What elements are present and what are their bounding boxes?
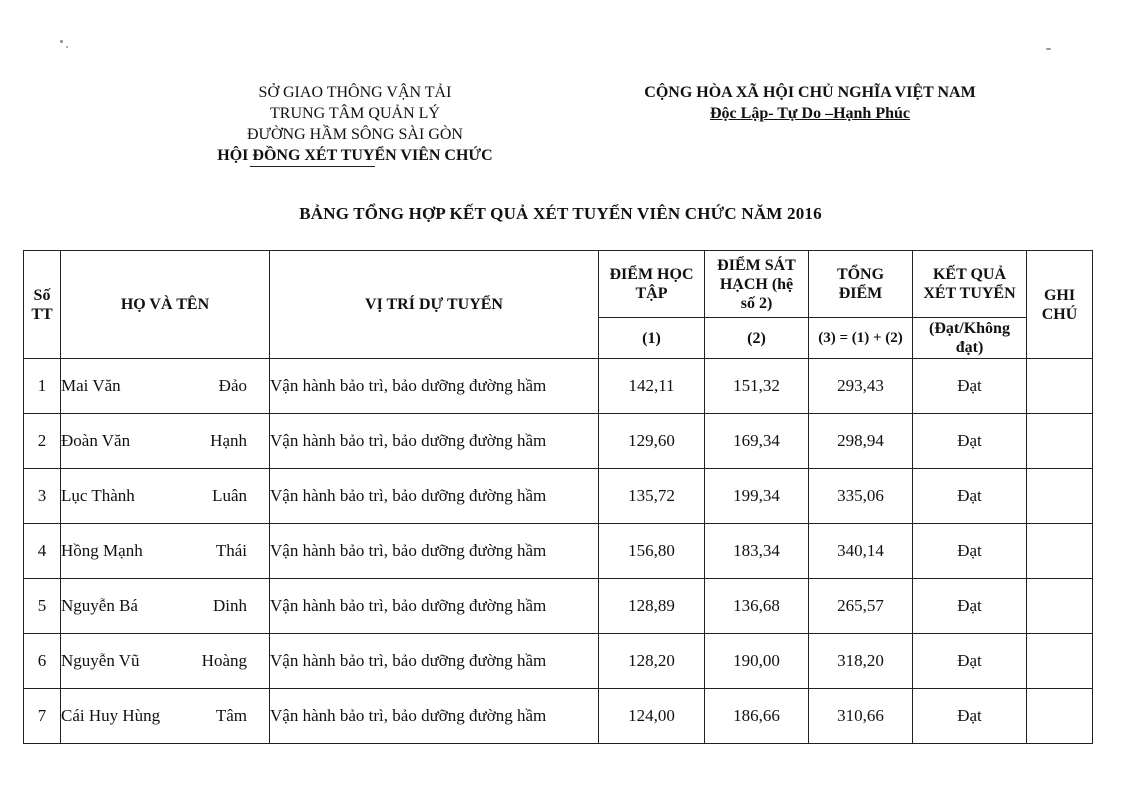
surname: Nguyễn Bá (61, 596, 138, 615)
full-name (61, 414, 270, 469)
study-score: 128,20 (599, 634, 705, 689)
table-row (24, 524, 1093, 579)
row-number: 5 (24, 579, 61, 634)
full-name (61, 524, 270, 579)
agency-line-3: ĐƯỜNG HẦM SÔNG SÀI GÒN (247, 126, 463, 143)
exam-subheader: (2) (705, 318, 809, 359)
document-title: BẢNG TỔNG HỢP KẾT QUẢ XÉT TUYỂN VIÊN CHỨC NĂM 2016 (299, 204, 822, 223)
surname: Hồng Mạnh (61, 541, 143, 560)
result: Đạt (913, 414, 1027, 469)
scan-speck (60, 40, 63, 43)
study-score: 128,89 (599, 579, 705, 634)
row-number: 7 (24, 689, 61, 744)
national-motto-header (600, 82, 1020, 124)
header-row (24, 251, 1093, 318)
surname: Mai Văn (61, 376, 121, 395)
national-motto: Độc Lập- Tự Do –Hạnh Phúc (709, 105, 910, 122)
row-number: 6 (24, 634, 61, 689)
result: Đạt (913, 634, 1027, 689)
study-score-header: ĐIỂM HỌC TẬP (599, 251, 705, 318)
country-name: CỘNG HÒA XÃ HỘI CHỦ NGHĨA VIỆT NAM (644, 84, 976, 101)
agency-line-2: TRUNG TÂM QUẢN LÝ (270, 105, 440, 122)
position: Vận hành bảo trì, bảo dưỡng đường hầm (270, 579, 599, 634)
study-score: 124,00 (599, 689, 705, 744)
table-row (24, 689, 1093, 744)
result-header: KẾT QUẢ XÉT TUYỂN (913, 251, 1027, 318)
agency-line-1: SỞ GIAO THÔNG VẬN TẢI (258, 84, 452, 101)
note (1027, 634, 1093, 689)
note-header: GHI CHÚ (1027, 251, 1093, 359)
note (1027, 579, 1093, 634)
agency-divider (250, 166, 375, 167)
total-subheader: (3) = (1) + (2) (809, 318, 913, 359)
full-name (61, 689, 270, 744)
result: Đạt (913, 689, 1027, 744)
note (1027, 469, 1093, 524)
total-score: 298,94 (809, 414, 913, 469)
surname: Lục Thành (61, 486, 135, 505)
table-row (24, 634, 1093, 689)
full-name (61, 634, 270, 689)
row-number: 4 (24, 524, 61, 579)
exam-score: 190,00 (705, 634, 809, 689)
position: Vận hành bảo trì, bảo dưỡng đường hầm (270, 689, 599, 744)
study-subheader: (1) (599, 318, 705, 359)
total-score: 318,20 (809, 634, 913, 689)
surname: Cái Huy Hùng (61, 706, 161, 725)
position: Vận hành bảo trì, bảo dưỡng đường hầm (270, 634, 599, 689)
name-header: HỌ VÀ TÊN (61, 251, 270, 359)
total-score: 340,14 (809, 524, 913, 579)
total-score: 335,06 (809, 469, 913, 524)
table-row (24, 469, 1093, 524)
given-name: Hạnh (210, 431, 247, 450)
position: Vận hành bảo trì, bảo dưỡng đường hầm (270, 414, 599, 469)
total-score: 265,57 (809, 579, 913, 634)
position-header: VỊ TRÍ DỰ TUYỂN (270, 251, 599, 359)
total-score: 310,66 (809, 689, 913, 744)
note (1027, 689, 1093, 744)
study-score: 129,60 (599, 414, 705, 469)
exam-score: 136,68 (705, 579, 809, 634)
position: Vận hành bảo trì, bảo dưỡng đường hầm (270, 359, 599, 414)
table-row (24, 359, 1093, 414)
given-name: Luân (212, 486, 247, 505)
given-name: Dinh (213, 596, 247, 615)
exam-score: 151,32 (705, 359, 809, 414)
given-name: Hoàng (201, 651, 247, 670)
exam-score: 199,34 (705, 469, 809, 524)
full-name (61, 469, 270, 524)
total-score-header: TỔNG ĐIỂM (809, 251, 913, 318)
result: Đạt (913, 359, 1027, 414)
scan-speck (66, 46, 68, 48)
result: Đạt (913, 524, 1027, 579)
position: Vận hành bảo trì, bảo dưỡng đường hầm (270, 524, 599, 579)
scan-speck (1046, 48, 1051, 50)
total-score: 293,43 (809, 359, 913, 414)
row-number: 1 (24, 359, 61, 414)
surname: Nguyễn Vũ (61, 651, 140, 670)
table-row (24, 579, 1093, 634)
given-name: Tâm (215, 706, 247, 725)
stt-header: Số TT (24, 251, 61, 359)
exam-score: 186,66 (705, 689, 809, 744)
table-row (24, 414, 1093, 469)
issuing-agency-header (180, 82, 530, 166)
study-score: 142,11 (599, 359, 705, 414)
row-number: 3 (24, 469, 61, 524)
result-subheader: (Đạt/Không đạt) (913, 318, 1027, 359)
results-table (23, 250, 1093, 744)
council-name: HỘI ĐỒNG XÉT TUYỂN VIÊN CHỨC (217, 147, 493, 164)
result: Đạt (913, 469, 1027, 524)
given-name: Đảo (218, 376, 247, 395)
surname: Đoàn Văn (61, 431, 131, 450)
study-score: 156,80 (599, 524, 705, 579)
note (1027, 524, 1093, 579)
exam-score: 169,34 (705, 414, 809, 469)
row-number: 2 (24, 414, 61, 469)
study-score: 135,72 (599, 469, 705, 524)
note (1027, 414, 1093, 469)
result: Đạt (913, 579, 1027, 634)
exam-score-header: ĐIỂM SÁT HẠCH (hệ số 2) (705, 251, 809, 318)
exam-score: 183,34 (705, 524, 809, 579)
position: Vận hành bảo trì, bảo dưỡng đường hầm (270, 469, 599, 524)
full-name (61, 359, 270, 414)
note (1027, 359, 1093, 414)
given-name: Thái (215, 541, 247, 560)
full-name (61, 579, 270, 634)
